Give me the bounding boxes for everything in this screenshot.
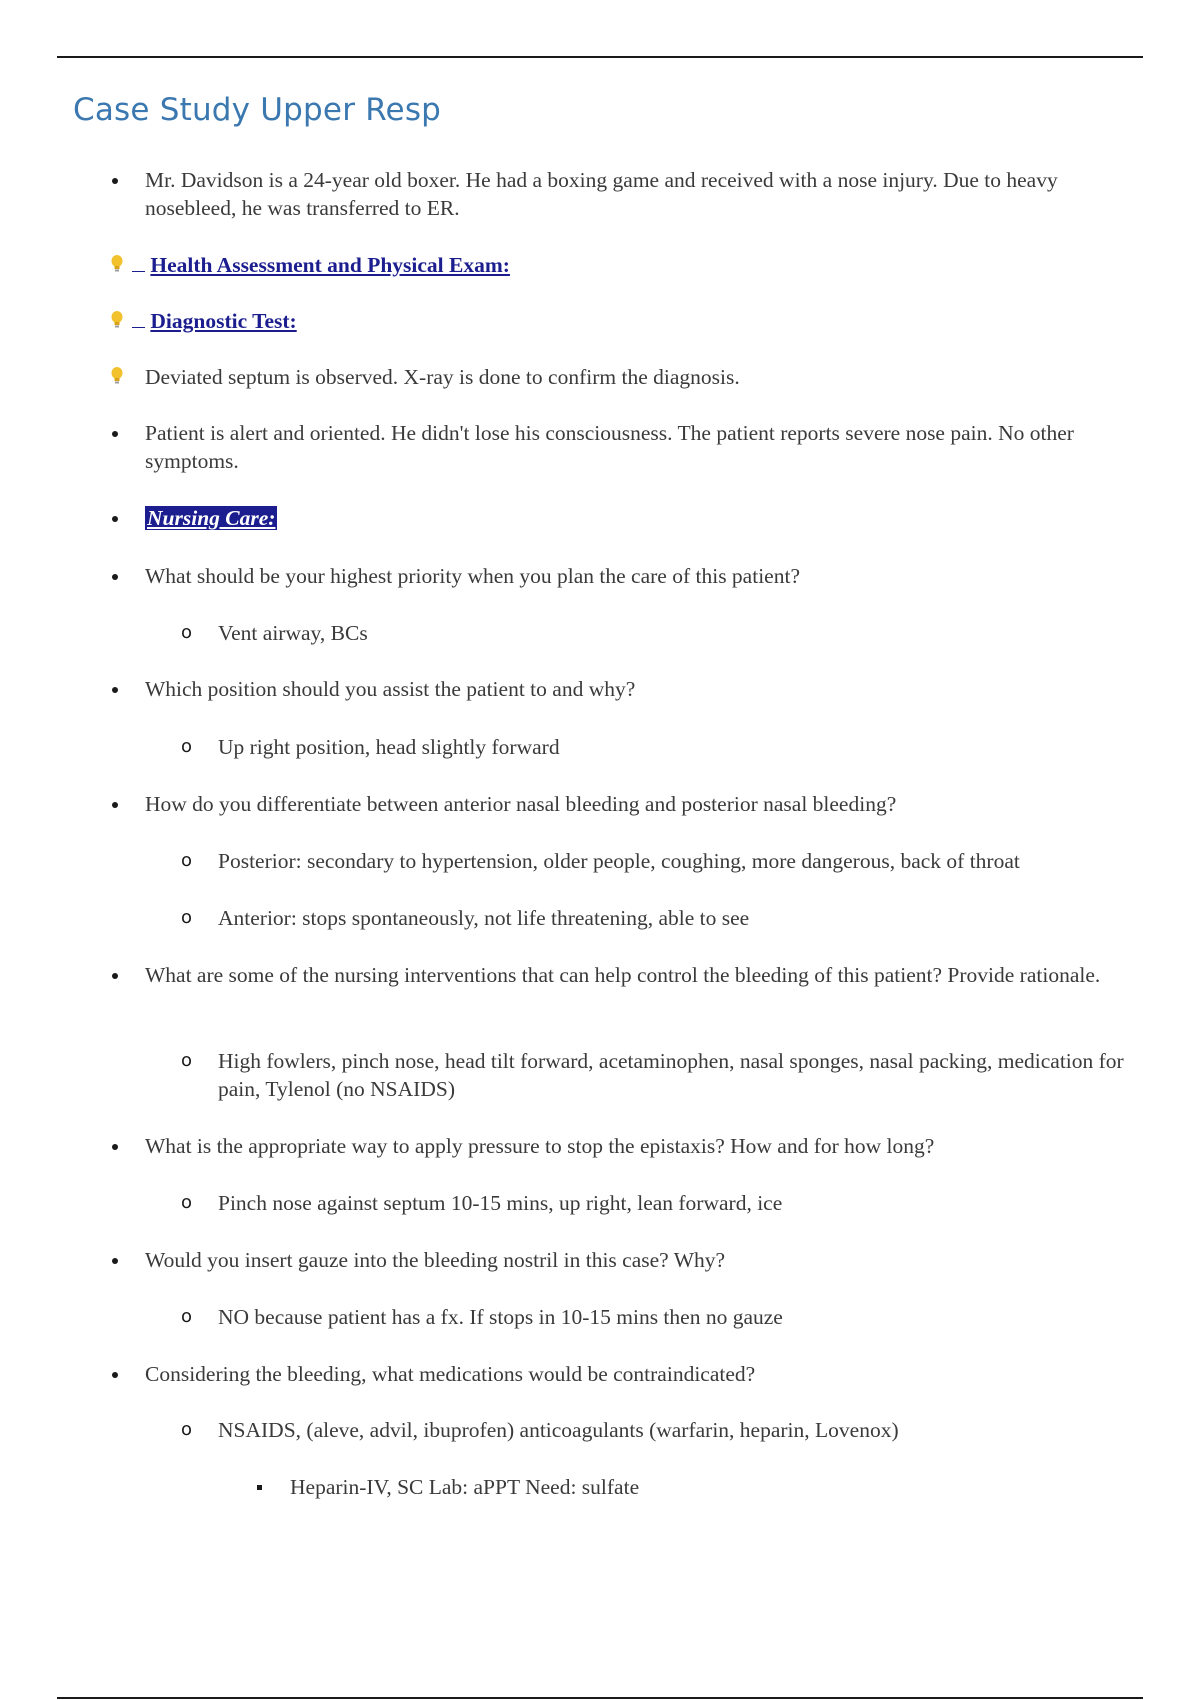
list-item bbox=[218, 904, 1143, 932]
list-item bbox=[145, 790, 1143, 818]
list-item-text: High fowlers, pinch nose, head tilt forward, acetaminophen, nasal sponges, nasal packing, medication for pain, Tylenol (no NSAIDS) bbox=[218, 1049, 1124, 1101]
list-item bbox=[145, 1132, 1143, 1160]
link-lead-underline bbox=[132, 307, 145, 328]
list-item bbox=[145, 363, 1143, 391]
list-item-text: Patient is alert and oriented. He didn't lose his consciousness. The patient reports severe nose pain. No other symptoms. bbox=[145, 421, 1074, 473]
link-lead-underline bbox=[132, 251, 145, 272]
list-item-text: What are some of the nursing interventions that can help control the bleeding of this patient? Provide rationale. bbox=[145, 963, 1101, 987]
lightbulb-icon bbox=[110, 254, 124, 274]
lightbulb-icon bbox=[110, 366, 124, 386]
bottom-rule bbox=[57, 1697, 1143, 1699]
list-item-text: Mr. Davidson is a 24-year old boxer. He had a boxing game and received with a nose injury. Due to heavy nosebleed, he was transferred to ER. bbox=[145, 168, 1058, 220]
list-item-text: NO because patient has a fx. If stops in 10-15 mins then no gauze bbox=[218, 1305, 783, 1329]
list-item-text: Pinch nose against septum 10-15 mins, up right, lean forward, ice bbox=[218, 1191, 783, 1215]
list-item-text: Which position should you assist the patient to and why? bbox=[145, 677, 636, 701]
list-item bbox=[145, 961, 1143, 989]
list-item-text: How do you differentiate between anterior nasal bleeding and posterior nasal bleeding? bbox=[145, 792, 897, 816]
list-item bbox=[145, 562, 1143, 590]
lightbulb-icon bbox=[110, 310, 124, 330]
list-item-text: Vent airway, BCs bbox=[218, 621, 368, 645]
list-item-text: What is the appropriate way to apply pressure to stop the epistaxis? How and for how long? bbox=[145, 1134, 935, 1158]
list-item bbox=[145, 419, 1143, 475]
list-item-text: Deviated septum is observed. X-ray is done to confirm the diagnosis. bbox=[145, 365, 740, 389]
list-item bbox=[218, 619, 1143, 647]
list-item bbox=[218, 1416, 1143, 1444]
diagnostic-test-link[interactable]: Diagnostic Test: bbox=[150, 309, 297, 333]
list-item bbox=[218, 1303, 1143, 1331]
list-item-text: Considering the bleeding, what medications would be contraindicated? bbox=[145, 1362, 756, 1386]
list-item-text: Posterior: secondary to hypertension, older people, coughing, more dangerous, back of throat bbox=[218, 849, 1020, 873]
page-title: Case Study Upper Resp bbox=[73, 92, 442, 128]
list-item bbox=[290, 1473, 1143, 1501]
list-item-text: Heparin-IV, SC Lab: aPPT Need: sulfate bbox=[290, 1475, 640, 1499]
list-item bbox=[145, 166, 1143, 222]
top-rule bbox=[57, 56, 1143, 58]
list-item-text: NSAIDS, (aleve, advil, ibuprofen) anticoagulants (warfarin, heparin, Lovenox) bbox=[218, 1418, 899, 1442]
list-item bbox=[218, 1189, 1143, 1217]
list-item bbox=[145, 1360, 1143, 1388]
list-item-text: What should be your highest priority when you plan the care of this patient? bbox=[145, 564, 800, 588]
list-item-text: Would you insert gauze into the bleeding nostril in this case? Why? bbox=[145, 1248, 726, 1272]
list-item bbox=[145, 1246, 1143, 1274]
nursing-care-heading: Nursing Care: bbox=[147, 506, 276, 530]
list-item bbox=[145, 504, 1143, 532]
list-item bbox=[145, 307, 1143, 335]
list-item bbox=[145, 251, 1143, 279]
list-item bbox=[218, 1047, 1143, 1103]
list-item bbox=[145, 675, 1143, 703]
list-item-text: Anterior: stops spontaneously, not life threatening, able to see bbox=[218, 906, 750, 930]
list-item-text: Up right position, head slightly forward bbox=[218, 735, 560, 759]
list-item bbox=[218, 847, 1143, 875]
list-item bbox=[218, 733, 1143, 761]
health-assessment-link[interactable]: Health Assessment and Physical Exam: bbox=[150, 253, 510, 277]
